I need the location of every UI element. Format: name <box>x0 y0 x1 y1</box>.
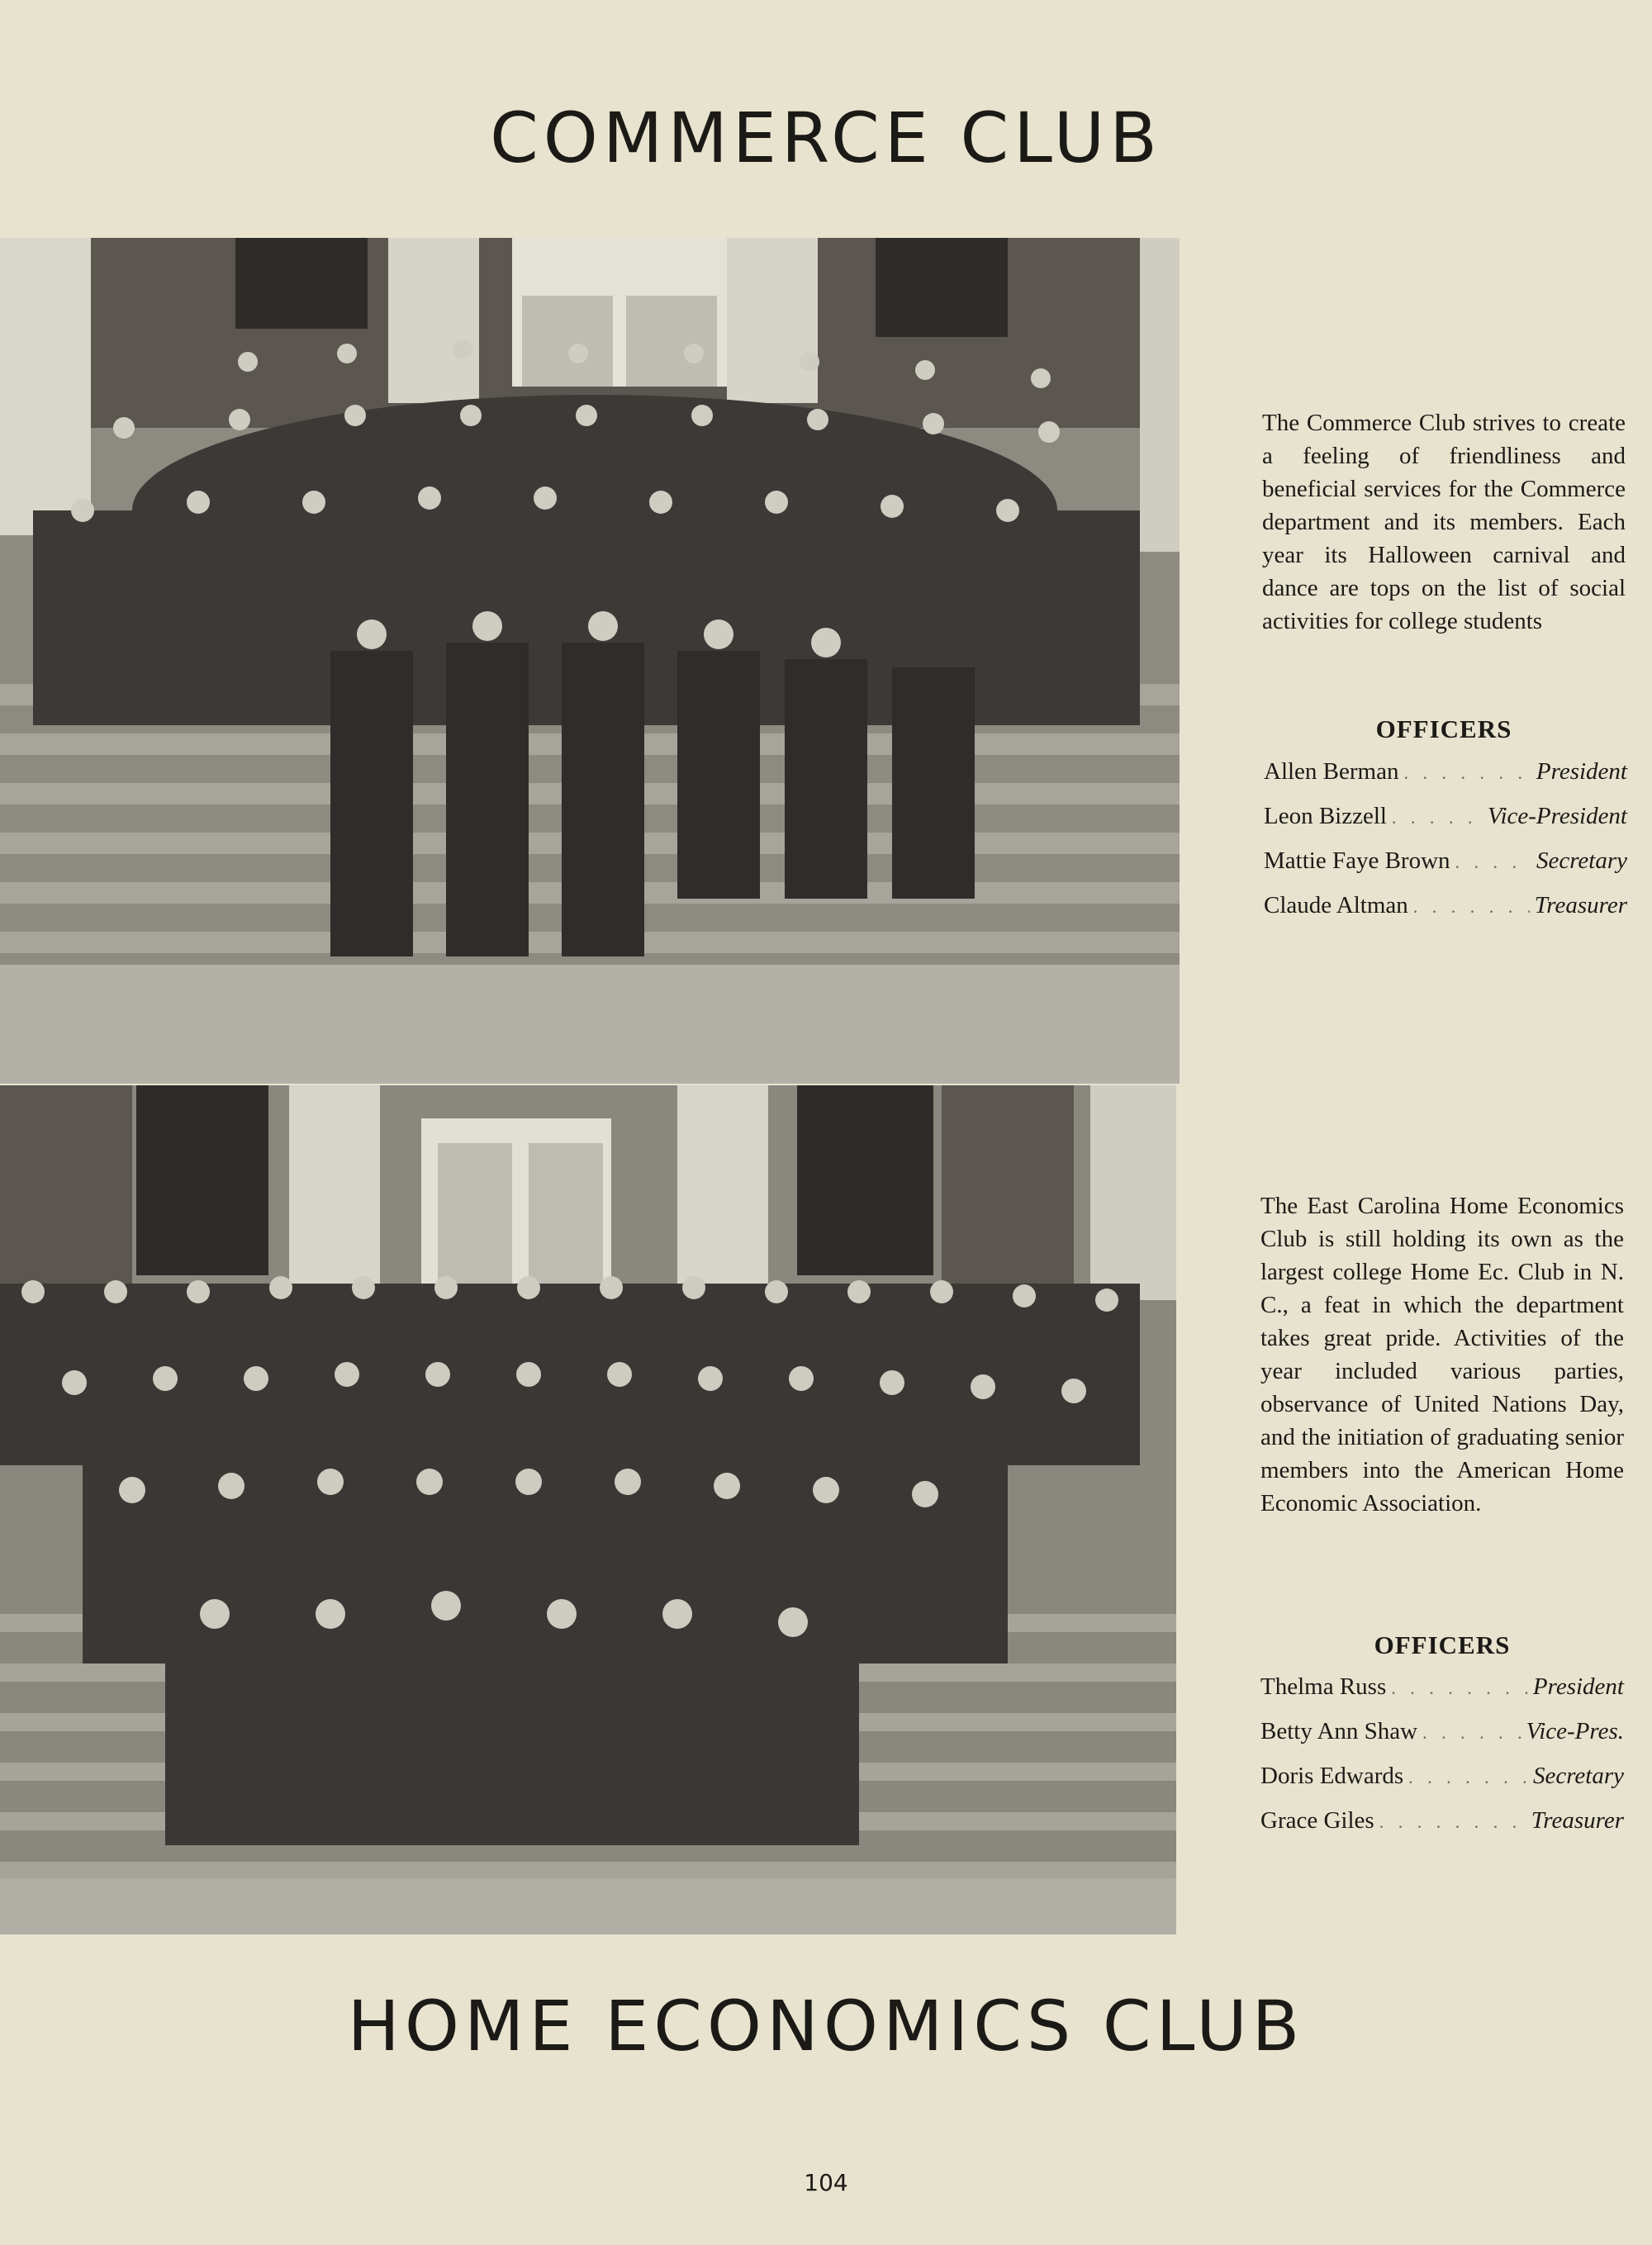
officer-role: Vice-President <box>1487 803 1627 829</box>
dot-leader <box>1408 1767 1528 1788</box>
home-economics-club-photo <box>0 1085 1176 1934</box>
commerce-club-description: The Commerce Club strives to create a feeling of friendliness and beneficial services for the Commerce department and its members. Each year its Halloween carnival and dance are tops on the list of social activities for college students <box>1262 410 1626 634</box>
officer-name: Leon Bizzell <box>1264 803 1387 829</box>
officer-name: Betty Ann Shaw <box>1260 1718 1418 1744</box>
officer-role: Secretary <box>1532 1763 1624 1789</box>
officer-role: Treasurer <box>1534 892 1627 918</box>
dot-leader <box>1379 1811 1526 1833</box>
dot-leader <box>1403 762 1531 784</box>
officer-name: Claude Altman <box>1264 892 1408 918</box>
officer-role: Vice-Pres. <box>1526 1718 1624 1744</box>
dot-leader <box>1422 1722 1521 1744</box>
commerce-club-title: COMMERCE CLUB <box>490 97 1162 178</box>
commerce-officers-list <box>1264 758 1627 937</box>
officer-row <box>1264 758 1627 803</box>
officer-row <box>1264 847 1627 892</box>
dot-leader <box>1392 807 1483 828</box>
dot-leader <box>1413 896 1530 918</box>
officer-name: Doris Edwards <box>1260 1763 1404 1789</box>
home-economics-club-description: The East Carolina Home Economics Club is still holding its own as the largest college Home Ec. Club in N. C., a feat in which the department takes great pride. Activities of the year included various parties, observance of United Nations Day, and the initiation of graduating senior members into the American Home Economic Association. <box>1260 1193 1624 1516</box>
commerce-photo-illustration <box>0 238 1180 1084</box>
officer-row <box>1260 1807 1624 1852</box>
officer-row <box>1260 1763 1624 1807</box>
officer-row <box>1260 1718 1624 1763</box>
officer-role: President <box>1536 758 1627 785</box>
officer-name: Thelma Russ <box>1260 1673 1387 1700</box>
home-ec-photo-illustration <box>0 1085 1176 1934</box>
officer-role: President <box>1532 1673 1624 1700</box>
officer-name: Mattie Faye Brown <box>1264 847 1450 874</box>
home-economics-club-title: HOME ECONOMICS CLUB <box>347 1986 1305 2067</box>
commerce-officers-heading: OFFICERS <box>1375 714 1512 743</box>
officer-role: Treasurer <box>1531 1807 1624 1834</box>
dot-leader <box>1455 852 1531 873</box>
officer-row <box>1260 1673 1624 1718</box>
officer-row <box>1264 803 1627 847</box>
officer-name: Allen Berman <box>1264 758 1399 785</box>
home-economics-officers-list <box>1260 1673 1624 1852</box>
officer-name: Grace Giles <box>1260 1807 1374 1834</box>
commerce-club-photo <box>0 238 1180 1084</box>
dot-leader <box>1391 1678 1528 1699</box>
officer-row <box>1264 892 1627 937</box>
officer-role: Secretary <box>1536 847 1627 874</box>
home-economics-officers-heading: OFFICERS <box>1374 1630 1511 1659</box>
page-number: 104 <box>804 2169 848 2196</box>
